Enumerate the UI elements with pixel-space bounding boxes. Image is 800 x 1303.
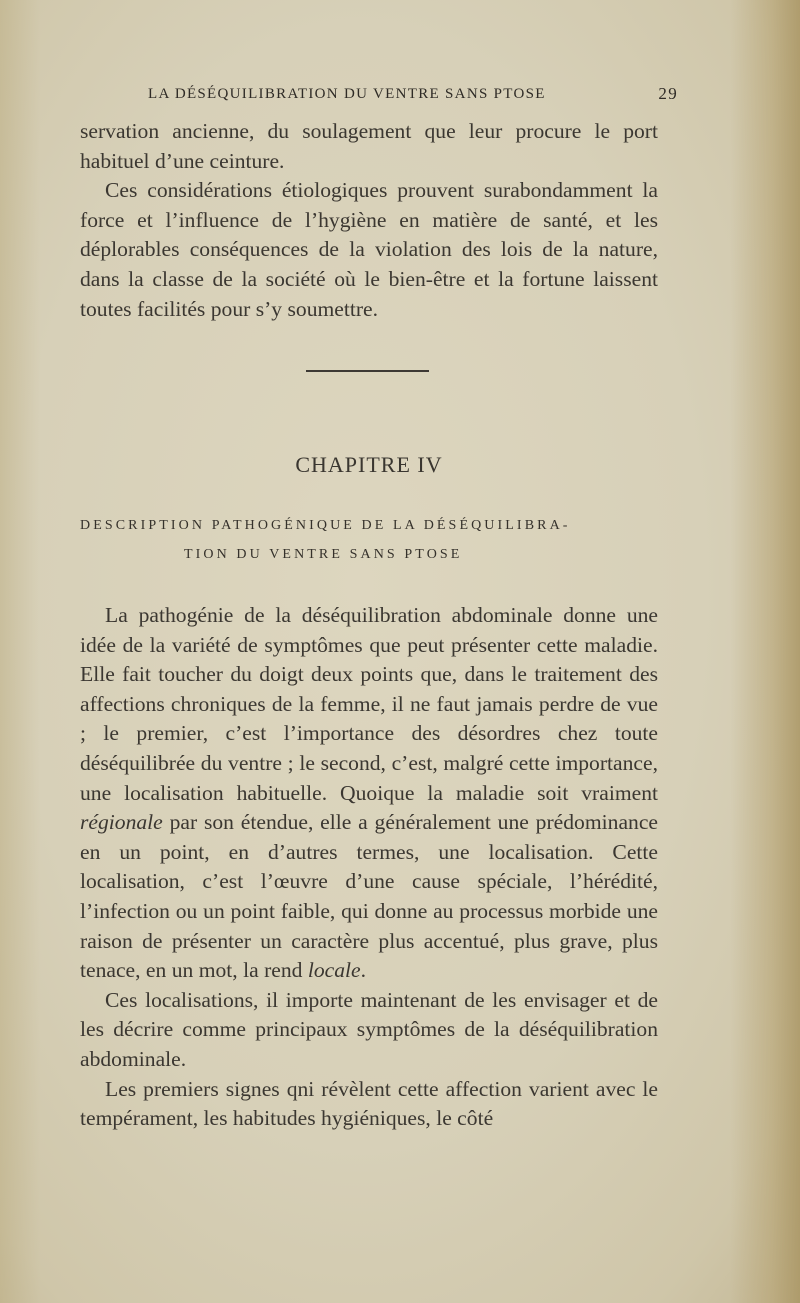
paragraph: Les premiers signes qni révèlent cette affection varient avec le tempérament, les habitudes hygiéniques, le côté xyxy=(80,1076,658,1131)
page-edge-shadow-right xyxy=(730,0,800,1303)
paragraph: Ces considérations étiologiques prouvent surabondamment la force et l’influence de l’hygiène en matière de santé, et les déplorables conséquences de la violation des lois de la nature, dans la classe de la société où le bien-être et la fortune laissent toutes facilités pour s’y soumettre. xyxy=(80,178,658,321)
chapter-subtitle-line-1: DESCRIPTION PATHOGÉNIQUE DE LA DÉSÉQUILIBRA- xyxy=(80,518,571,533)
page-number: 29 xyxy=(658,84,678,103)
paragraph-text: . xyxy=(360,958,367,983)
paragraph xyxy=(80,601,658,986)
paragraph-text: par son étendue, elle a généralement une prédominance en un point, en d’autres termes, une localisation. Cette localisation, c’est l’œuvre d’une cause spéciale, l’hérédité, l’infection ou un point faible, qui donne au processus morbide une raison de présenter un caractère plus accentué, plus grave, plus tenace, en un mot, la rend xyxy=(80,810,658,983)
text-block-main xyxy=(80,601,658,1134)
page-edge-shadow-left xyxy=(0,0,40,1303)
paragraph: servation ancienne, du soulagement que leur procure le port habituel d’une ceinture. xyxy=(80,119,658,173)
text-block-top xyxy=(80,117,658,324)
italic-term: régionale xyxy=(80,810,163,835)
chapter-heading: CHAPITRE IV xyxy=(295,452,443,477)
section-divider xyxy=(306,370,429,372)
chapter-subtitle xyxy=(80,511,665,569)
running-title: LA DÉSÉQUILIBRATION DU VENTRE SANS PTOSE xyxy=(148,86,546,102)
paragraph: Ces localisations, il importe maintenant de les envisager et de les décrire comme principaux symptômes de la déséquilibration abdominale. xyxy=(80,987,658,1071)
paragraph-text: La pathogénie de la déséquilibration abdominale donne une idée de la variété de symptômes que peut présenter cette maladie. Elle fait toucher du doigt deux points que, dans le traitement des affections chroniques de la femme, il ne faut jamais perdre de vue ; le premier, c’est l’importance des désordres chez toute déséquilibrée du ventre ; le second, c’est, malgré cette importance, une localisation habituelle. Quoique la maladie soit vraiment xyxy=(80,603,658,805)
chapter-subtitle-line-2: TION DU VENTRE SANS PTOSE xyxy=(184,547,463,562)
italic-term: locale xyxy=(307,958,361,983)
